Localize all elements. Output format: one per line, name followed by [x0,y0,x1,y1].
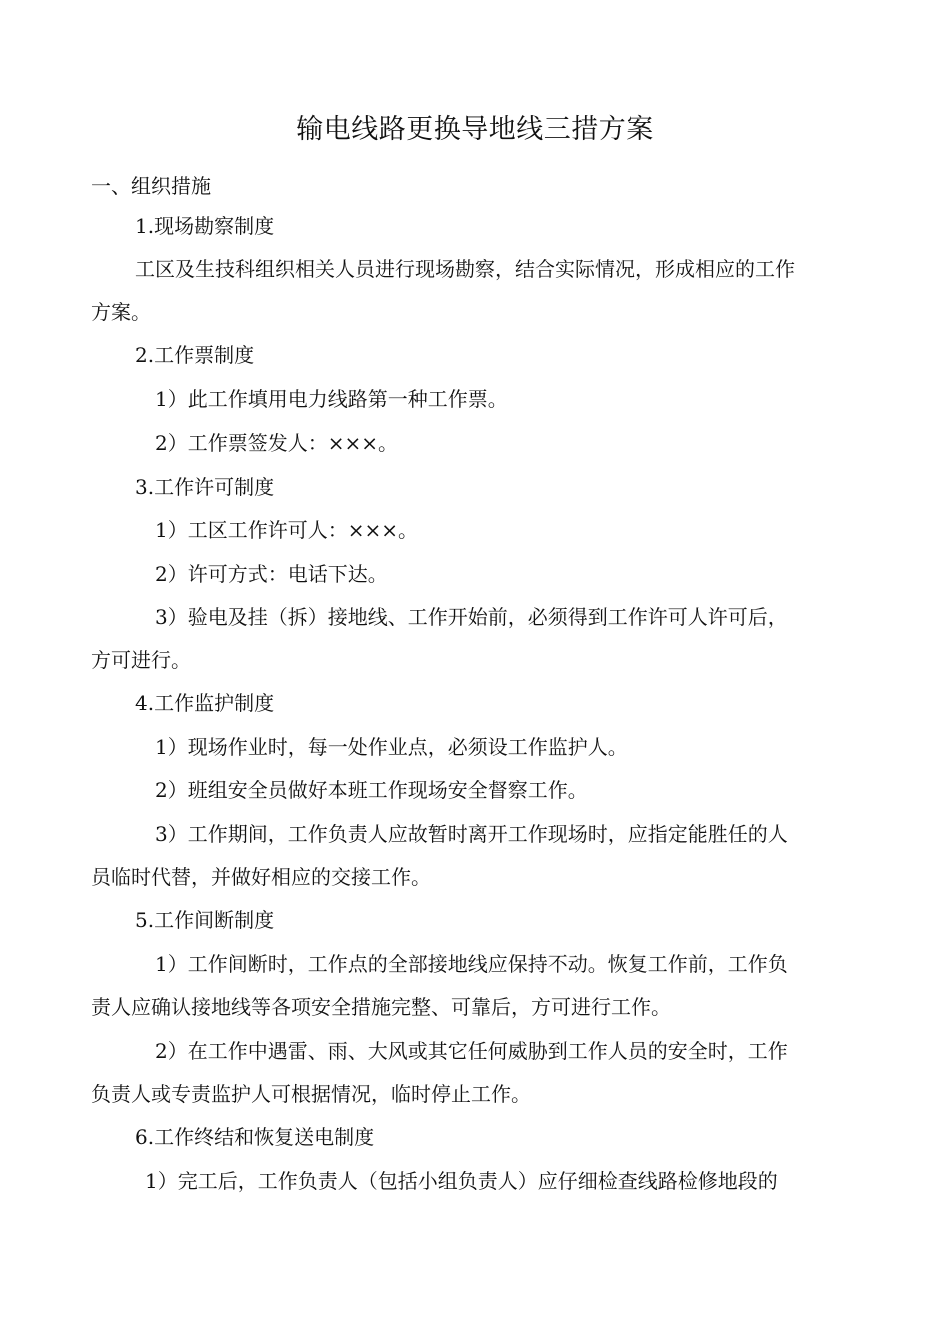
list-item: 1）工区工作许可人：×××。 [155,518,418,542]
paragraph-line: 责人应确认接地线等各项安全措施完整、可靠后，方可进行工作。 [91,995,671,1019]
paragraph-line: 方可进行。 [91,648,191,672]
paragraph-line: 员临时代替，并做好相应的交接工作。 [91,865,431,889]
subsection-heading-supervision: 4.工作监护制度 [135,691,275,715]
list-item: 1）完工后，工作负责人（包括小组负责人）应仔细检查线路检修地段的 [145,1169,778,1193]
list-item: 2）工作票签发人：×××。 [155,431,398,455]
list-item: 1）工作间断时，工作点的全部接地线应保持不动。恢复工作前，工作负 [155,952,788,976]
list-item: 3）验电及挂（拆）接地线、工作开始前，必须得到工作许可人许可后， [155,605,788,629]
list-item: 1）现场作业时，每一处作业点，必须设工作监护人。 [155,735,628,759]
list-item: 3）工作期间，工作负责人应故暂时离开工作现场时，应指定能胜任的人 [155,822,788,846]
list-item: 2）班组安全员做好本班工作现场安全督察工作。 [155,778,588,802]
paragraph-line: 工区及生技科组织相关人员进行现场勘察，结合实际情况，形成相应的工作 [135,257,795,281]
subsection-heading-work-ticket: 2.工作票制度 [135,343,255,367]
subsection-heading-permit: 3.工作许可制度 [135,475,275,499]
list-item: 2）在工作中遇雷、雨、大风或其它任何威胁到工作人员的安全时，工作 [155,1039,788,1063]
document-title: 输电线路更换导地线三措方案 [296,114,654,145]
section-heading-organization: 一、组织措施 [91,174,211,198]
paragraph-line: 方案。 [91,300,151,324]
list-item: 1）此工作填用电力线路第一种工作票。 [155,387,508,411]
subsection-heading-termination: 6.工作终结和恢复送电制度 [135,1125,375,1149]
subsection-heading-interruption: 5.工作间断制度 [135,908,275,932]
paragraph-line: 负责人或专责监护人可根据情况，临时停止工作。 [91,1082,531,1106]
subsection-heading-survey: 1.现场勘察制度 [135,214,275,238]
list-item: 2）许可方式：电话下达。 [155,562,388,586]
